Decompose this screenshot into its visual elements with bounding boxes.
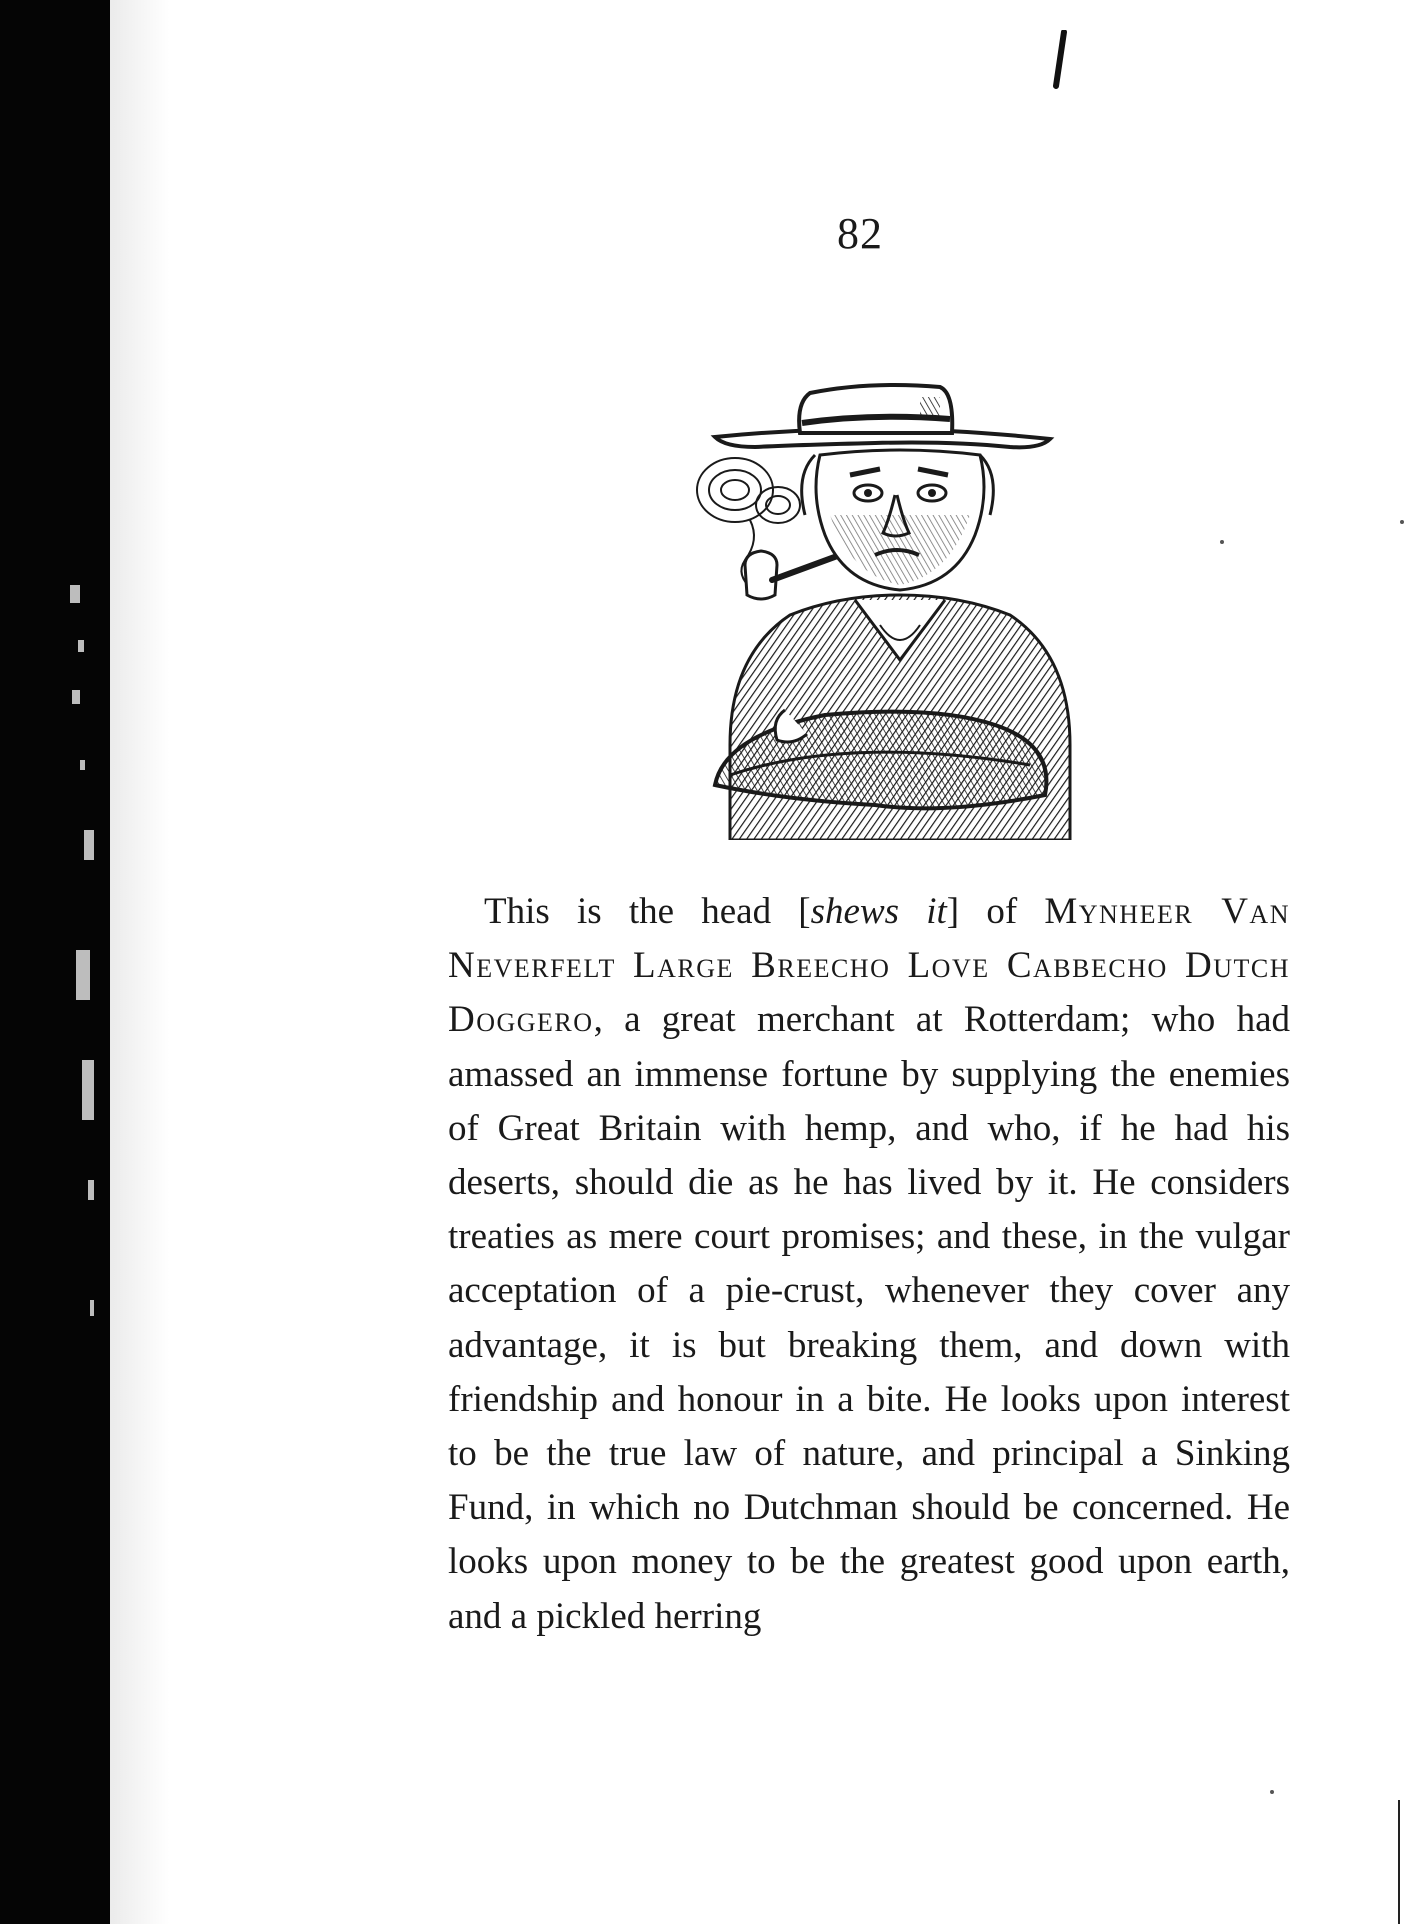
page-number: 82 [837,209,883,258]
gutter-fleck [78,640,84,652]
stage-direction: shews it [810,891,947,932]
hat [715,385,1050,447]
gutter-fleck [82,1060,94,1120]
speck [1400,520,1404,524]
woodcut-illustration [690,375,1090,840]
gutter-fleck [84,830,94,860]
gutter-fleck [72,690,80,704]
torso-crossed-arms [715,595,1070,840]
page-edge-line [1398,1800,1400,1924]
speck [1220,540,1224,544]
gutter-fleck [88,1180,94,1200]
page-inner-shadow [110,0,170,1924]
pipe [745,551,840,599]
text-run: This is the head [ [484,891,811,932]
text-run: ] of [946,891,1045,932]
text-run: , a great merchant at Rotterdam; who had amassed an immense fortune by supplying the enemies of Great Britain with hemp, and who, if he had his deserts, should die as he has lived by it. He considers treaties as mere court promises; and these, in the vulgar acceptation of a pie-crust, whenever they cover any advantage, it is but breaking them, and down with friendship and honour in a bite. He looks upon interest to be the true law of nature, and principal a Sinking Fund, in which no Dutchman should be concerned. He looks upon money to be the greatest good upon earth, and a pickled herring [448,999,1290,1637]
speck [1270,1790,1274,1794]
body-paragraph [448,885,1290,1644]
head [802,450,994,590]
character-name: Mynheer Van Neverfelt Large Breecho Love Cabbecho Dutch Doggero [448,891,1290,1041]
pen-stroke-mark [1050,30,1070,90]
gutter-fleck [90,1300,94,1316]
paragraph [448,885,1290,1644]
gutter-fleck [76,950,90,1000]
gutter-fleck [80,760,85,770]
gutter-fleck [70,585,80,603]
binding-gutter [0,0,110,1924]
